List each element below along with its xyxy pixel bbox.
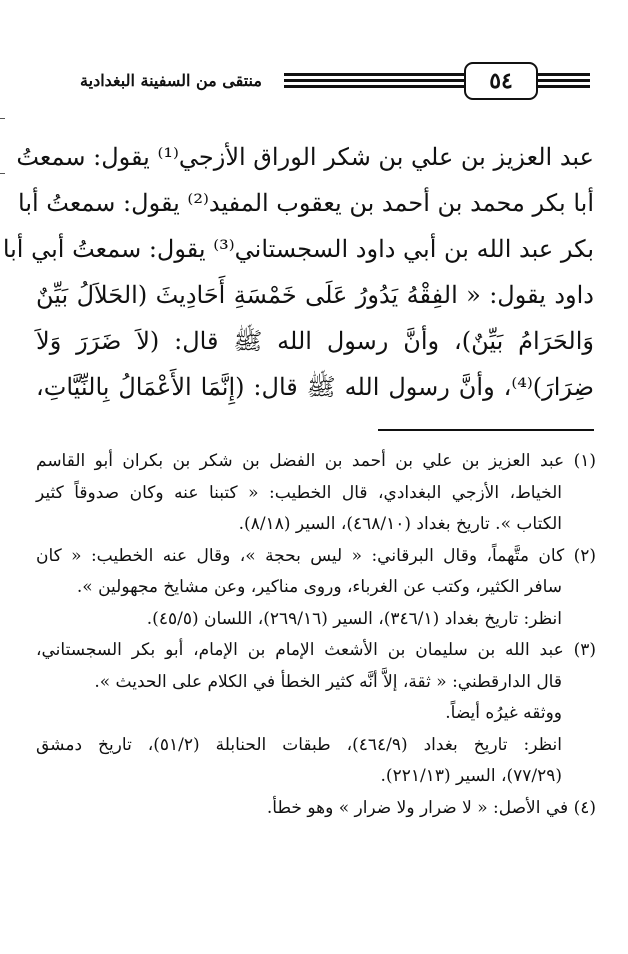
footnote-line: (٢) كان متَّهماً، وقال البرقاني: « ليس بحجة »، وقال عنه الخطيب: « كان <box>36 545 596 566</box>
running-title: منتقى من السفينة البغدادية <box>80 71 262 90</box>
text-line: ضِرَارَ)⁽⁴⁾، وأنَّ رسول الله ﷺ قال: (إِنَّمَا الأَعْمَالُ بِالنِّيَّاتِ، <box>36 373 594 401</box>
footnote-line: انظر: تاريخ بغداد (٤٦٤/٩)، طبقات الحنابلة (٥١/٢)، تاريخ دمشق <box>36 734 562 755</box>
header-rule-left <box>538 73 590 89</box>
text-line: وَالحَرَامُ بَيِّنٌ)، وأنَّ رسول الله ﷺ قال: (لاَ ضَرَرَ وَلاَ <box>36 327 594 355</box>
page-number: ٥٤ <box>489 68 513 94</box>
margin-mark <box>0 118 5 119</box>
footnote-line: انظر: تاريخ بغداد (٣٤٦/١)، السير (٢٦٩/١٦)، اللسان (٤٥/٥). <box>146 608 562 629</box>
header-rule-middle <box>284 73 464 89</box>
footnote-line: (١) عبد العزيز بن علي بن أحمد بن الفضل بن شكر بن بكران أبو القاسم <box>36 451 596 471</box>
footnote-line: ووثقه غيرُه أيضاً. <box>445 703 562 723</box>
main-text <box>2 134 594 410</box>
margin-mark <box>0 173 5 174</box>
footnotes <box>36 446 596 824</box>
footnote-separator <box>378 429 594 431</box>
text-line: أبا بكر محمد بن أحمد بن يعقوب المفيد⁽²⁾ يقول: سمعتُ أبا <box>18 189 594 217</box>
text-line: بكر عبد الله بن أبي داود السجستاني⁽³⁾ يقول: سمعتُ أبي أبا <box>2 235 594 263</box>
footnote-line: سافر الكثير، وكتب عن الغرباء، وروى مناكير، وعن مشايخ مجهولين ». <box>76 577 562 597</box>
text-line: داود يقول: « الفِقْهُ يَدُورُ عَلَى خَمْسَةِ أَحَادِيثَ (الحَلاَلُ بَيِّنٌ <box>36 281 594 309</box>
page-number-box <box>464 62 538 100</box>
footnote-line: قال الدارقطني: « ثقة، إلاَّ أنَّه كثير الخطأ في الكلام على الحديث ». <box>94 671 562 692</box>
footnote-line: الكتاب ». تاريخ بغداد (٤٦٨/١٠)، السير (٨/١٨). <box>238 514 562 534</box>
footnote-line: (٤) في الأصل: « لا ضرار ولا ضرار » وهو خطأ. <box>266 797 596 818</box>
footnote-line: (٧٧/٢٩)، السير (٢٢١/١٣). <box>380 766 562 786</box>
footnote-line: (٣) عبد الله بن سليمان بن الأشعث الإمام بن الإمام، أبو بكر السجستاني، <box>36 640 596 660</box>
text-line: عبد العزيز بن علي بن شكر الوراق الأزجي⁽¹⁾ يقول: سمعتُ <box>16 143 594 171</box>
footnote-line: الخياط، الأزجي البغدادي، قال الخطيب: « كتبنا عنه وكان صدوقاً كثير <box>36 482 562 503</box>
